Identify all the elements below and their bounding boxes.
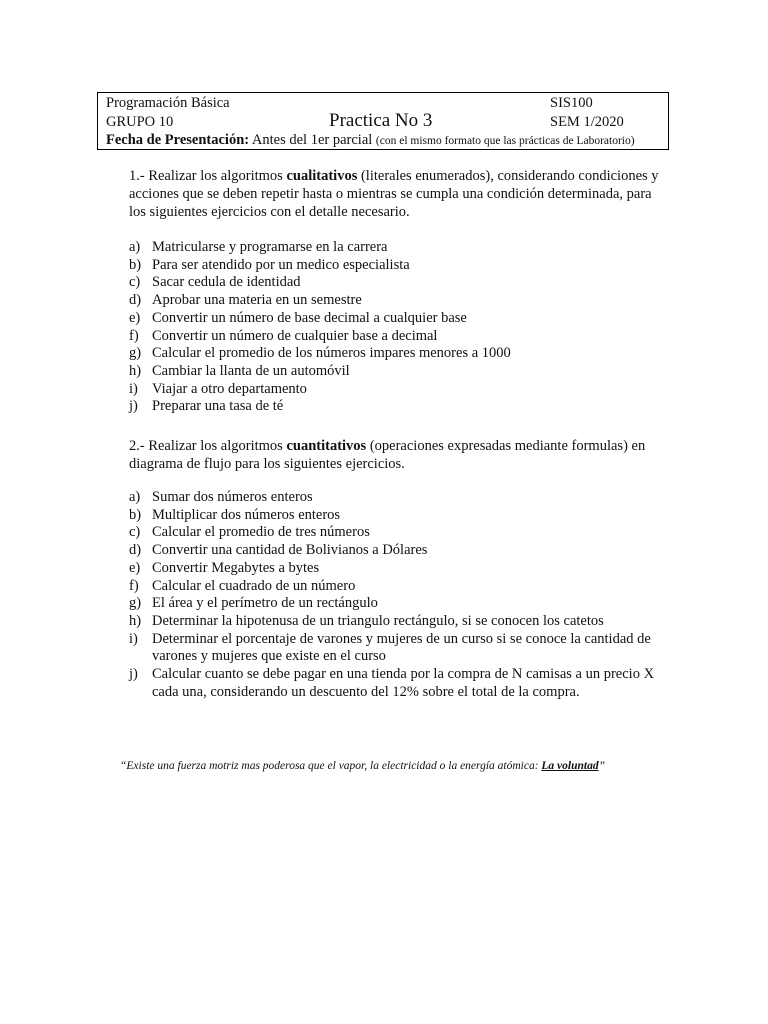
list-item — [129, 666, 669, 701]
list-item — [129, 631, 669, 666]
list-item-text: Preparar una tasa de té — [152, 398, 284, 415]
list-item-text: Sumar dos números enteros — [152, 489, 313, 505]
list-item — [129, 381, 669, 399]
list-marker: f) — [129, 327, 139, 344]
list-item — [129, 274, 669, 292]
list-marker: g) — [129, 595, 142, 612]
quote-bold: La voluntad — [541, 760, 599, 772]
list-marker: c) — [129, 524, 141, 541]
list-item-text: Determinar el porcentaje de varones y mujeres de un curso si se conoce la cantidad de varones y mujeres que existe en el curso — [152, 630, 651, 665]
section2-list — [129, 489, 669, 701]
list-marker: f) — [129, 577, 139, 594]
list-item-text: Aprobar una materia en un semestre — [152, 292, 362, 309]
date-note: (con el mismo formato que las prácticas de Laboratorio) — [375, 135, 635, 147]
list-item — [129, 398, 669, 416]
section2-intro-start: 2.- Realizar los algoritmos — [129, 438, 287, 454]
list-item-text: Determinar la hipotenusa de un triangulo rectángulo, si se conocen los catetos — [152, 612, 604, 629]
list-item — [129, 595, 669, 613]
date-value: Antes del 1er parcial — [249, 132, 376, 148]
list-item-text: Matricularse y programarse en la carrera — [152, 239, 388, 255]
list-item — [129, 613, 669, 631]
list-item-text: Sacar cedula de identidad — [152, 274, 301, 291]
list-item — [129, 345, 669, 363]
list-marker: h) — [129, 362, 142, 379]
list-item — [129, 363, 669, 381]
list-item — [129, 328, 669, 346]
section2-intro-end: (operaciones expresadas mediante formulas) en diagrama de flujo para los siguientes ejercicios. — [129, 438, 646, 472]
list-item — [129, 578, 669, 596]
list-item-text: Convertir un número de cualquier base a decimal — [152, 327, 438, 344]
list-item — [129, 310, 669, 328]
section1-intro — [129, 167, 669, 221]
course-name: Programación Básica — [106, 95, 230, 111]
list-item — [129, 560, 669, 578]
presentation-date — [106, 131, 635, 150]
quote-text: “Existe una fuerza motriz mas poderosa que el vapor, la electricidad o la energía atómica: — [120, 760, 542, 772]
group-label: GRUPO 10 — [106, 114, 174, 130]
list-item-text: Convertir una cantidad de Bolivianos a Dólares — [152, 542, 428, 559]
section1-intro-start: 1.- Realizar los algoritmos — [129, 168, 287, 184]
page-title: Practica No 3 — [329, 110, 433, 131]
list-item-text: Convertir un número de base decimal a cualquier base — [152, 309, 467, 326]
list-item-text: Cambiar la llanta de un automóvil — [152, 362, 350, 379]
list-marker: h) — [129, 612, 142, 629]
list-item-text: Convertir Megabytes a bytes — [152, 559, 320, 576]
list-item-text: Calcular el cuadrado de un número — [152, 577, 356, 594]
list-item-text: Calcular cuanto se debe pagar en una tienda por la compra de N camisas a un precio X cada una, considerando un descuento del 12% sobre el total de la compra. — [152, 666, 655, 700]
list-item-text: Para ser atendido por un medico especialista — [152, 256, 410, 273]
list-item — [129, 507, 669, 525]
header-box — [97, 92, 669, 150]
list-marker: g) — [129, 345, 142, 362]
list-marker: d) — [129, 542, 142, 559]
list-marker: b) — [129, 256, 142, 273]
section1-list — [129, 239, 669, 416]
list-item — [129, 292, 669, 310]
quote-close: ” — [598, 760, 605, 772]
date-label: Fecha de Presentación: — [106, 132, 250, 148]
list-marker: b) — [129, 506, 142, 523]
list-item — [129, 239, 669, 257]
course-code: SIS100 — [550, 95, 593, 111]
list-marker: e) — [129, 559, 141, 576]
list-item — [129, 524, 669, 542]
list-item — [129, 489, 669, 507]
semester-label: SEM 1/2020 — [550, 114, 624, 130]
section1-intro-end: (literales enumerados), considerando condiciones y acciones que se deben repetir hasta o mientras se cumpla una condición determinada, para los siguientes ejercicios con el detalle necesario. — [129, 168, 659, 220]
list-item-text: El área y el perímetro de un rectángulo — [152, 595, 378, 612]
section1-intro-bold: cualitativos — [286, 168, 358, 184]
section2-intro-bold: cuantitativos — [286, 438, 367, 454]
list-marker: i) — [129, 630, 138, 647]
list-item-text: Multiplicar dos números enteros — [152, 506, 341, 523]
section2-intro — [129, 437, 669, 473]
list-marker: j) — [129, 398, 138, 415]
list-item-text: Calcular el promedio de tres números — [152, 524, 370, 541]
list-item — [129, 542, 669, 560]
list-marker: d) — [129, 292, 142, 309]
list-marker: e) — [129, 309, 141, 326]
list-item — [129, 257, 669, 275]
closing-quote — [120, 759, 660, 773]
list-marker: i) — [129, 380, 138, 397]
list-marker: c) — [129, 274, 141, 291]
list-marker: a) — [129, 239, 141, 255]
list-marker: j) — [129, 666, 138, 683]
list-marker: a) — [129, 489, 141, 505]
list-item-text: Viajar a otro departamento — [152, 380, 307, 397]
list-item-text: Calcular el promedio de los números impares menores a 1000 — [152, 345, 511, 362]
